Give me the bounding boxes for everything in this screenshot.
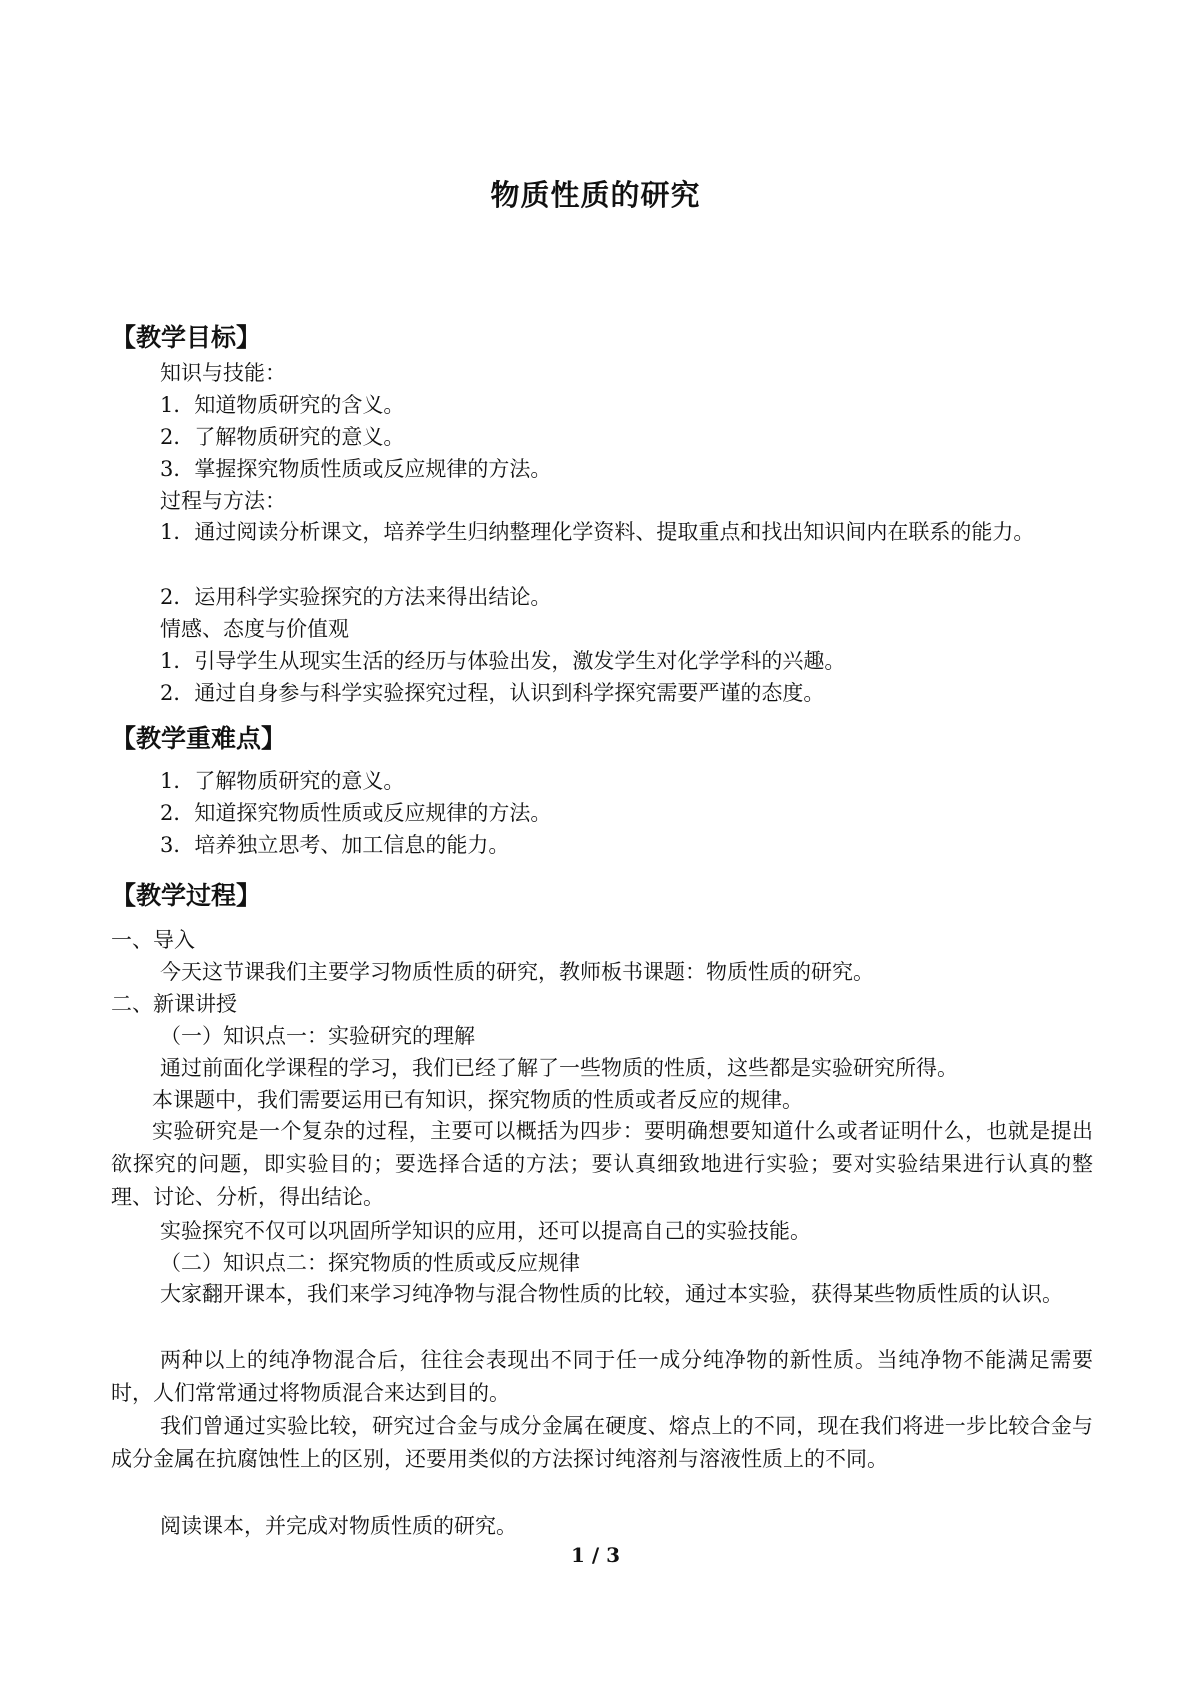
knowledge-point-2-label: （二）知识点二：探究物质的性质或反应规律	[160, 1251, 580, 1275]
knowledge-item: 1．知道物质研究的含义。	[160, 393, 405, 417]
kp2-paragraph: 大家翻开课本，我们来学习纯净物与混合物性质的比较，通过本实验，获得某些物质性质的认识。	[160, 1282, 1063, 1306]
section-intro-text: 今天这节课我们主要学习物质性质的研究，教师板书课题：物质性质的研究。	[160, 960, 874, 984]
kp1-paragraph: 本课题中，我们需要运用已有知识，探究物质的性质或者反应的规律。	[152, 1088, 803, 1112]
emotion-item: 1．引导学生从现实生活的经历与体验出发，激发学生对化学学科的兴趣。	[160, 649, 846, 673]
emotion-item: 2．通过自身参与科学实验探究过程，认识到科学探究需要严谨的态度。	[160, 681, 825, 705]
kp1-paragraph: 通过前面化学课程的学习，我们已经了解了一些物质的性质，这些都是实验研究所得。	[160, 1056, 958, 1080]
keypoint-item: 3．培养独立思考、加工信息的能力。	[160, 833, 510, 857]
process-item: 1．通过阅读分析课文，培养学生归纳整理化学资料、提取重点和找出知识间内在联系的能力。	[160, 520, 1035, 544]
emotion-label: 情感、态度与价值观	[160, 617, 349, 641]
kp2-paragraph: 阅读课本，并完成对物质性质的研究。	[160, 1514, 517, 1538]
keypoint-item: 2．知道探究物质性质或反应规律的方法。	[160, 801, 552, 825]
process-label: 过程与方法：	[160, 489, 286, 513]
page-number: 1 / 3	[570, 1543, 621, 1567]
process-heading: 【教学过程】	[111, 881, 262, 910]
keypoints-heading: 【教学重难点】	[111, 724, 287, 753]
kp1-paragraph: 实验研究是一个复杂的过程，主要可以概括为四步：要明确想要知道什么或者证明什么，也就是提出欲探究的问题，即实验目的；要选择合适的方法；要认真细致地进行实验；要对实验结果进行认真的整理、讨论、分析，得出结论。	[111, 1119, 1093, 1209]
kp1-paragraph: 实验探究不仅可以巩固所学知识的应用，还可以提高自己的实验技能。	[160, 1219, 811, 1243]
kp2-paragraph: 我们曾通过实验比较，研究过合金与成分金属在硬度、熔点上的不同，现在我们将进一步比较合金与成分金属在抗腐蚀性上的区别，还要用类似的方法探讨纯溶剂与溶液性质上的不同。	[111, 1414, 1093, 1471]
keypoint-item: 1．了解物质研究的意义。	[160, 769, 405, 793]
page-title: 物质性质的研究	[490, 178, 701, 212]
knowledge-label: 知识与技能：	[160, 361, 286, 385]
kp2-paragraph: 两种以上的纯净物混合后，往往会表现出不同于任一成分纯净物的新性质。当纯净物不能满足需要时，人们常常通过将物质混合来达到目的。	[111, 1348, 1093, 1405]
section-intro-label: 一、导入	[111, 928, 195, 952]
knowledge-item: 2．了解物质研究的意义。	[160, 425, 405, 449]
knowledge-item: 3．掌握探究物质性质或反应规律的方法。	[160, 457, 552, 481]
knowledge-point-1-label: （一）知识点一：实验研究的理解	[160, 1024, 475, 1048]
section-new-label: 二、新课讲授	[111, 992, 237, 1016]
goals-heading: 【教学目标】	[111, 323, 262, 352]
process-item: 2．运用科学实验探究的方法来得出结论。	[160, 585, 552, 609]
